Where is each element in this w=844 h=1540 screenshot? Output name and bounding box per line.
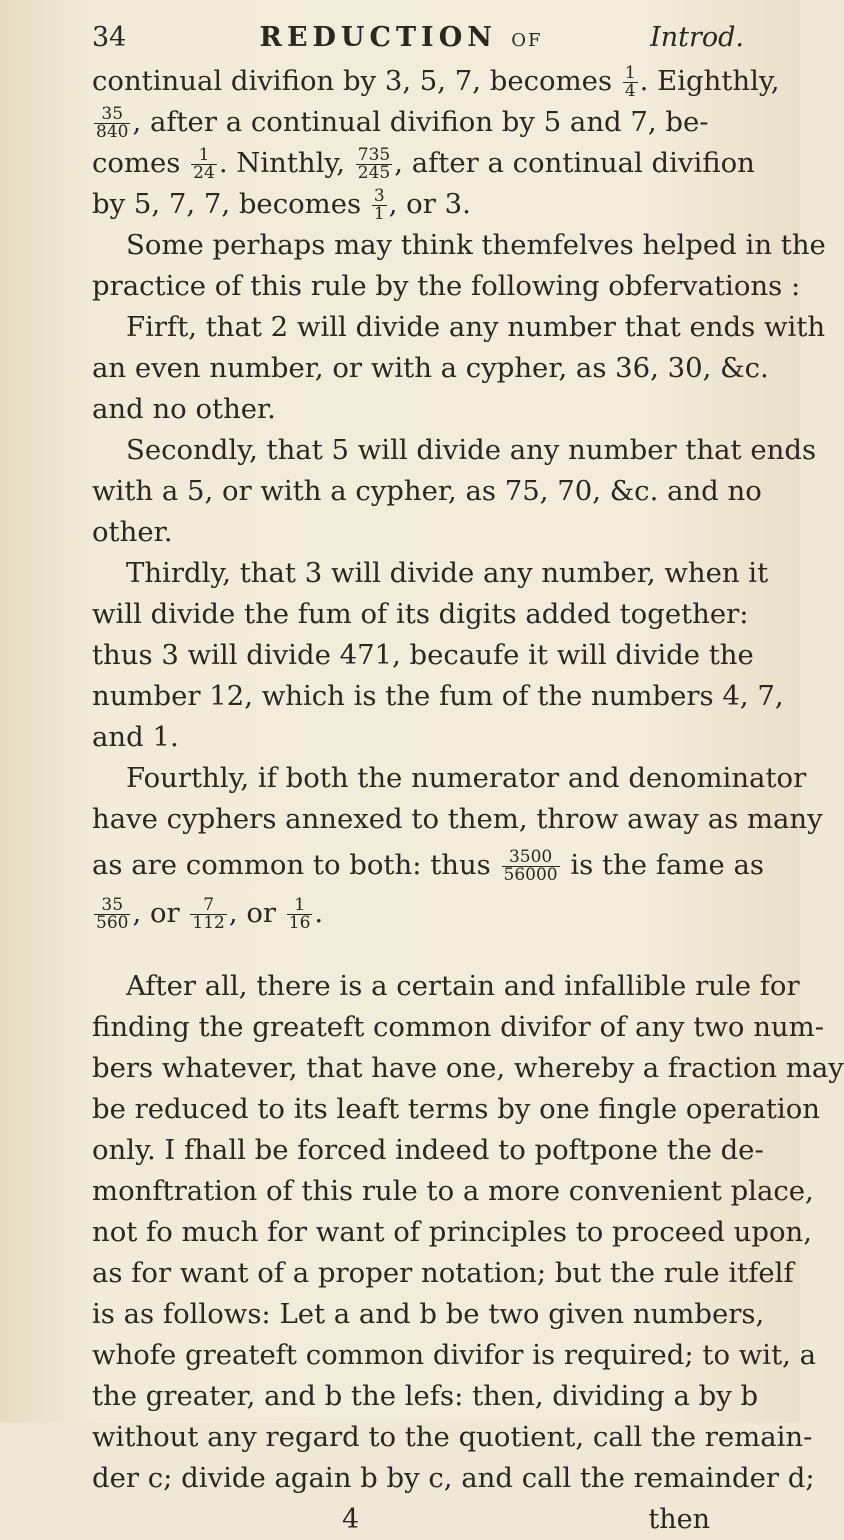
page-number: 34 bbox=[92, 22, 127, 53]
text-line: without any regard to the quotient, call the remain- bbox=[92, 1421, 813, 1453]
text-span: after a continual divifion by 5 and 7, be- bbox=[149, 106, 709, 138]
text-line: with a 5, or with a cypher, as 75, 70, &c. and no bbox=[92, 475, 762, 507]
fraction bbox=[191, 147, 217, 182]
signature-mark: 4 bbox=[342, 1504, 360, 1535]
running-title-text: REDUCTION bbox=[259, 22, 497, 53]
text-line: as for want of a proper notation; but the rule itfelf bbox=[92, 1257, 794, 1289]
text-line: is as follows: Let a and b be two given numbers, bbox=[92, 1298, 765, 1330]
fraction-denominator: 16 bbox=[288, 913, 311, 933]
fraction-denominator: 840 bbox=[96, 122, 129, 142]
text-line: der c; divide again b by c, and call the remainder d; bbox=[92, 1462, 815, 1494]
text-line: whofe greateft common divifor is required; to wit, a bbox=[92, 1339, 817, 1371]
text-line: After all, there is a certain and infallible rule for bbox=[126, 970, 800, 1002]
text-line: Some perhaps may think themfelves helped in the bbox=[126, 229, 826, 261]
text-line: have cyphers annexed to them, throw away as many bbox=[92, 803, 823, 835]
text-line: other. bbox=[92, 516, 173, 548]
text-line bbox=[92, 184, 750, 225]
text-line bbox=[92, 61, 780, 102]
text-line: Firft, that 2 will divide any number that ends with bbox=[126, 311, 826, 343]
text-line: will divide the fum of its digits added together: bbox=[92, 598, 749, 630]
text-span: is the fame as bbox=[570, 849, 764, 881]
fraction-numerator: 3500 bbox=[502, 849, 560, 867]
text-line: the greater, and b the lefs: then, dividing a by b bbox=[92, 1380, 759, 1412]
text-span: . Ninthly, bbox=[218, 147, 346, 179]
text-span: , or 3. bbox=[388, 188, 471, 220]
page-footer bbox=[92, 1499, 750, 1540]
fraction-denominator: 245 bbox=[357, 163, 391, 183]
fraction-numerator: 1 bbox=[624, 63, 636, 83]
fraction-denominator: 112 bbox=[192, 913, 225, 933]
fraction bbox=[372, 188, 387, 223]
running-title bbox=[152, 22, 650, 53]
fraction-denominator: 1 bbox=[373, 204, 385, 224]
text-line: be reduced to its leaft terms by one fingle operation bbox=[92, 1093, 820, 1125]
text-line: finding the greateft common divifor of any two num- bbox=[92, 1011, 825, 1043]
fraction bbox=[623, 65, 638, 100]
text-line: $\frac{35}{560}$ , or $\frac{7}{112}$ , or $\frac{1}{16}$ . bbox=[96, 895, 324, 933]
text-span: by 5, 7, 7, becomes bbox=[92, 188, 362, 220]
fraction-numerator: 1 bbox=[287, 897, 313, 915]
text-line: $\frac{35}{840}$ , after a continual divifion by 5 and 7, be- bbox=[96, 104, 709, 142]
text-line: an even number, or with a cypher, as 36, 30, &c. bbox=[92, 352, 769, 384]
text-span: comes bbox=[92, 147, 181, 179]
catchword: then bbox=[648, 1504, 710, 1535]
fraction bbox=[502, 849, 560, 884]
body-text bbox=[92, 61, 844, 1540]
running-header bbox=[92, 22, 750, 53]
text-span: as are common to both: thus bbox=[92, 849, 491, 881]
text-line: Fourthly, if both the numerator and denominator bbox=[126, 762, 807, 794]
fraction bbox=[94, 897, 130, 932]
fraction bbox=[287, 897, 313, 932]
text-line: practice of this rule by the following obfervations : bbox=[92, 270, 801, 302]
text-span: or bbox=[246, 897, 277, 929]
text-line: only. I fhall be forced indeed to poftpone the de- bbox=[92, 1134, 764, 1166]
text-line: Thirdly, that 3 will divide any number, when it bbox=[126, 557, 769, 589]
text-line: Secondly, that 5 will divide any number that ends bbox=[126, 434, 817, 466]
text-line bbox=[92, 840, 764, 890]
fraction-denominator: 4 bbox=[624, 81, 636, 101]
fraction bbox=[94, 106, 130, 141]
text-line: and 1. bbox=[92, 721, 179, 753]
fraction bbox=[356, 147, 392, 182]
fraction bbox=[190, 897, 226, 932]
fraction-numerator: 35 bbox=[94, 897, 130, 915]
text-line: and no other. bbox=[92, 393, 276, 425]
fraction-denominator: 24 bbox=[193, 163, 215, 183]
fraction-numerator: 1 bbox=[191, 147, 217, 165]
paragraph-gap bbox=[92, 936, 750, 966]
fraction-numerator: 735 bbox=[357, 145, 391, 165]
fraction-denominator: 56000 bbox=[503, 865, 558, 885]
fraction-numerator: 7 bbox=[190, 897, 226, 915]
text-line: comes $\frac{1}{24}$ . Ninthly, $\frac{735}{245}$ , after a continual divifion bbox=[92, 145, 755, 183]
text-line: number 12, which is the fum of the numbers 4, 7, bbox=[92, 680, 784, 712]
text-span: . Eighthly, bbox=[639, 65, 780, 97]
running-title-of: OF bbox=[511, 30, 543, 51]
text-line: monftration of this rule to a more convenient place, bbox=[92, 1175, 814, 1207]
text-line: not fo much for want of principles to proceed upon, bbox=[92, 1216, 812, 1248]
fraction-numerator: 35 bbox=[94, 106, 130, 124]
text-span: after a continual divifion bbox=[411, 147, 755, 179]
text-line: thus 3 will divide 471, becaufe it will divide the bbox=[92, 639, 754, 671]
text-span: continual divifion by 3, 5, 7, becomes bbox=[92, 65, 613, 97]
section-label: Introd. bbox=[650, 22, 744, 53]
fraction-denominator: 560 bbox=[96, 913, 129, 933]
fraction-numerator: 3 bbox=[373, 186, 385, 206]
text-span: or bbox=[149, 897, 180, 929]
text-line: bers whatever, that have one, whereby a fraction may bbox=[92, 1052, 844, 1084]
